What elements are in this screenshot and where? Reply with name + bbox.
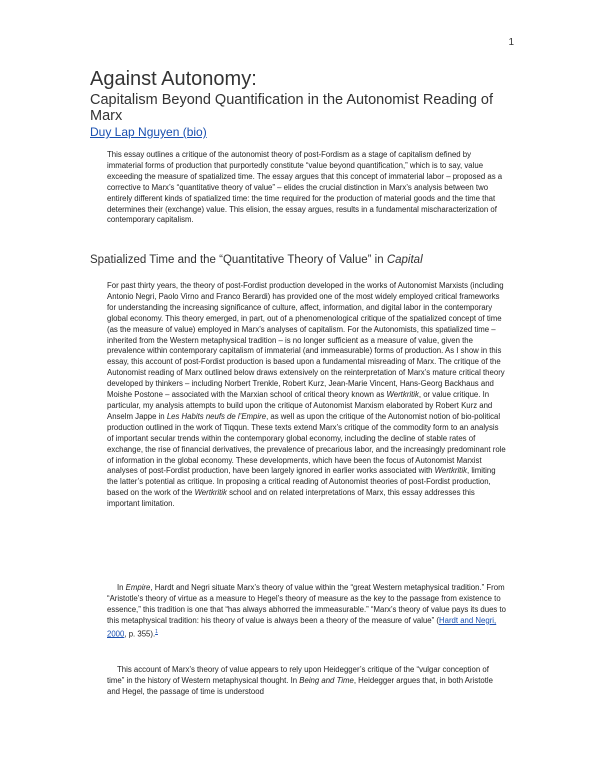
p1-text-i: school and on related interpretations of Marx, this essay addresses this important limitation. xyxy=(107,488,475,509)
paper-title: Against Autonomy: xyxy=(90,68,257,90)
p1-text-e: , as well as upon the critique of the Autonomist notion of bio-political production outlined in the work of Tiqqun. These texts extend Marx’s critique of the commodity form to an analysis of important secular trends within the contemporary global economy, including the decline of stable rates of exchange, the rise of financial derivatives, the prevalence of precarious labor, and the increasingly predominant role of information in the global economy. These developments, which have been the focus of Autonomist Marxist analyses of post-Fordist production, have been largely ignored in earlier works associated with xyxy=(107,411,506,476)
citation-link[interactable]: Hardt and Negri, 2000 xyxy=(107,615,497,639)
body-paragraph-1 xyxy=(107,281,507,510)
abstract: This essay outlines a critique of the autonomist theory of post-Fordism as a stage of capitalism defined by immaterial forms of production that purportedly constitute “value beyond quantification,” which is to say, value exceeding the measure of spatialized time. The essay argues that this concept of immaterial labor – proposed as a corrective to Marx’s “quantitative theory of value” – elides the crucial distinction in Marx’s analysis between two entirely different kinds of spatialized time: the time required for the production of material goods and the time that determines their (exchange) value. This elision, the essay argues, results in a fundamental mischaracterization of contemporary capitalism. xyxy=(107,150,503,225)
section-heading-text: Spatialized Time and the “Quantitative Theory of Value” in xyxy=(90,254,387,266)
p2-text-c: , Hardt and Negri situate Marx’s theory of value within the “great Western metaphysical tradition.” From “Aristotle’s theory of virtue as a measure to Hegel’s theory of measure as the key to the passage from existence to essence,” this tradition is one that “has always abhorred the immeasurable.” “Marx’s theory of value pays its dues to this metaphysical tradition: his theory of value is always been a theory of the measure of value” ( xyxy=(107,583,506,625)
section-heading xyxy=(90,254,520,266)
page-number: 1 xyxy=(508,37,514,48)
p2-text-a: In xyxy=(117,583,126,592)
p1-text-g: , limiting the latter’s potential as critique. In proposing a critical reading of Autonomist theories of post-Fordist production, based on the work of the xyxy=(107,466,496,498)
body-paragraph-2 xyxy=(107,583,507,640)
p1-italic-wertkritik-2: Wertkritik xyxy=(434,466,467,476)
p3-text-a: This account of Marx’s theory of value appears to rely upon Heidegger’s critique of the “vulgar conception of time” in the history of Western metaphysical thought. In xyxy=(107,665,489,685)
p2-text-d: , p. 355). xyxy=(124,629,156,639)
p1-text-c: , or value critique. In particular, my analysis attempts to build upon the critique of Autonomist Marxism elaborated by Robert Kurz and Anselm Jappe in xyxy=(107,390,493,421)
paper-subtitle: Capitalism Beyond Quantification in the Autonomist Reading of Marx xyxy=(90,92,494,124)
p1-text-a: For past thirty years, the theory of post-Fordist production developed in the works of Autonomist Marxists (including Antonio Negri, Paolo Virno and Franco Berardi) has provided one of the most widely employed critical frameworks for understanding the increasing significance of culture, affect, information, and digital labor in the contemporary global economy. This theory emerged, in part, out of a phenomenological critique of the spatialized concept of time (as the measure of value) employed in Marx’s analyses of capitalism. For the Autonomists, this spatialized time – inherited from the Western metaphysical tradition – is no longer sufficient as a measure of value, given the prevalence within contemporary capitalism of immaterial (and immeasurable) forms of production. As I show in this essay, this account of post-Fordist production is based upon a fundamental misreading of Marx. The critique of the Autonomist reading of Marx outlined below draws extensively on the reinterpretation of Marx’s mature critical theory developed by thinkers – including Norbert Trenkle, Robert Kurz, Jean-Marie Vincent, Hans-Georg Backhaus and Moishe Postone – associated with the Marxian school of critical theory known as xyxy=(107,281,505,400)
p1-italic-wertkritik-3: Wertkritik xyxy=(194,488,227,498)
section-heading-italic: Capital xyxy=(386,254,423,266)
p3-text-c: , Heidegger argues that, in both Aristotle and Hegel, the passage of time is understood xyxy=(107,675,493,696)
body-paragraph-3 xyxy=(107,665,507,698)
author-link[interactable]: Duy Lap Nguyen (bio) xyxy=(90,125,207,139)
footnote-link[interactable]: 1 xyxy=(155,628,158,635)
p1-italic-wertkritik: Wertkritik xyxy=(386,390,419,400)
p1-italic-book-title: Les Habits neufs de l’Empire xyxy=(166,411,267,421)
p3-italic-being-and-time: Being and Time xyxy=(299,675,354,685)
p2-italic-empire: Empire xyxy=(125,583,151,592)
